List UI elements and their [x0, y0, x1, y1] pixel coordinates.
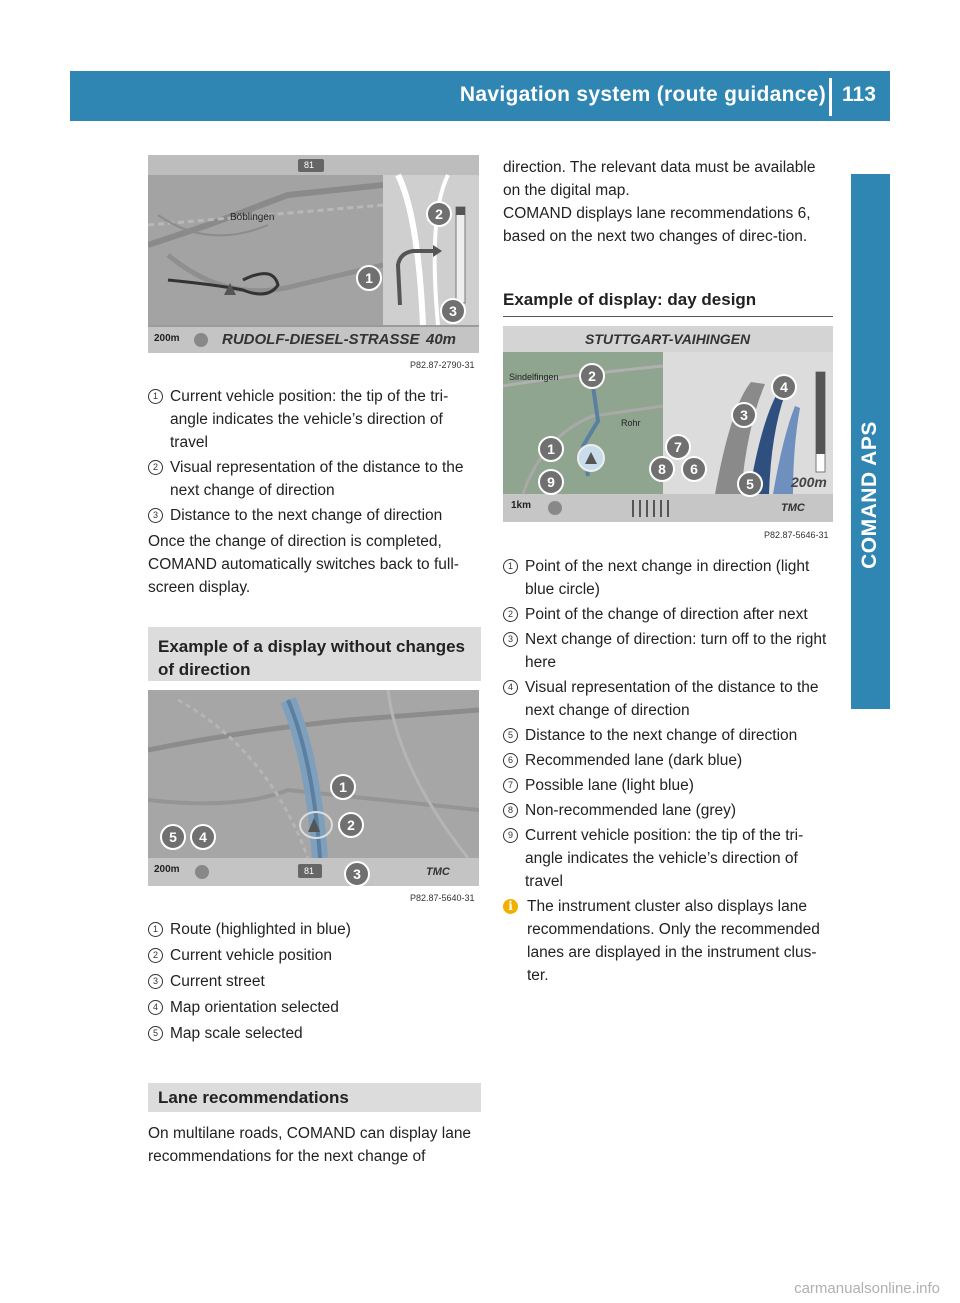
- paragraph-lane-recommendations: COMAND displays lane recommendations 6, based on the next two changes of direc-tion.: [503, 205, 811, 245]
- figure-code: P82.87-2790-31: [410, 360, 475, 370]
- paragraph-completion: Once the change of direction is completed, COMAND automatically switches back to full-screen display.: [148, 533, 459, 596]
- legend-item: 8 Non-recommended lane (grey): [503, 799, 836, 822]
- legend-item: 9 Current vehicle position: the tip of the tri-angle indicates the vehicle’s direction of travel: [503, 824, 836, 893]
- road-sign: 81: [304, 866, 315, 876]
- map-scale: 1km: [511, 500, 532, 511]
- legend-item: 1 Route (highlighted in blue): [148, 918, 481, 941]
- legend-list-1: [148, 385, 481, 529]
- paragraph-multilane: On multilane roads, COMAND can display lane recommendations for the next change of: [148, 1125, 472, 1165]
- side-tab-label: COMAND APS: [858, 421, 881, 569]
- callout-6: 6: [681, 456, 707, 482]
- legend-item: 3 Distance to the next change of direction: [148, 504, 481, 527]
- callout-9: 9: [538, 469, 564, 495]
- callout-3: 3: [344, 861, 370, 886]
- tmc-logo: TMC: [426, 866, 450, 878]
- callout-1: 1: [356, 265, 382, 291]
- callout-7: 7: [665, 434, 691, 460]
- legend-item: 5 Map scale selected: [148, 1022, 481, 1045]
- figure-full-map: [148, 690, 479, 886]
- info-note: The instrument cluster also displays lane recommendations. Only the recommended lanes are displayed in the instrument clus-ter.: [527, 898, 820, 984]
- footer-watermark: carmanualsonline.info: [794, 1280, 940, 1297]
- legend-list-2: [148, 918, 481, 1048]
- tmc-logo: TMC: [781, 502, 805, 514]
- callout-5: 5: [160, 824, 186, 850]
- figure-code: P82.87-5640-31: [410, 893, 475, 903]
- info-icon: i: [503, 899, 518, 914]
- current-street: RUDOLF-DIESEL-STRASSE: [222, 331, 420, 348]
- map-place-label: Sindelfingen: [509, 372, 559, 382]
- callout-1: 1: [538, 436, 564, 462]
- map-scale: 200m: [154, 864, 180, 875]
- callout-2: 2: [338, 812, 364, 838]
- map-graphic: [148, 155, 479, 353]
- legend-item: 3 Next change of direction: turn off to the right here: [503, 628, 836, 674]
- map-scale: 200m: [154, 333, 180, 344]
- page-header-title: Navigation system (route guidance): [459, 83, 826, 106]
- callout-3: 3: [440, 298, 466, 324]
- legend-item: 1 Point of the next change in direction (light blue circle): [503, 555, 836, 601]
- road-sign: 81: [304, 160, 315, 170]
- legend-item: 5 Distance to the next change of direction: [503, 724, 836, 747]
- callout-8: 8: [649, 456, 675, 482]
- callout-2: 2: [426, 201, 452, 227]
- legend-item: 3 Current street: [148, 970, 481, 993]
- callout-5: 5: [737, 471, 763, 497]
- subsection-heading: Example of display: day design: [503, 290, 833, 317]
- header-separator: [829, 78, 832, 116]
- figure-split-map: [148, 155, 479, 353]
- callout-1: 1: [330, 774, 356, 800]
- legend-item: 4 Map orientation selected: [148, 996, 481, 1019]
- map-place-label: Rohr: [621, 418, 641, 428]
- legend-item: 2 Visual representation of the distance to the next change of direction: [148, 456, 481, 502]
- legend-item: 2 Point of the change of direction after next: [503, 603, 836, 626]
- section-heading: Lane recommendations: [148, 1083, 481, 1112]
- legend-item: 4 Visual representation of the distance to the next change of direction: [503, 676, 836, 722]
- map-place-label: Böblingen: [230, 212, 275, 223]
- legend-item: 2 Current vehicle position: [148, 944, 481, 967]
- map-title: STUTTGART-VAIHINGEN: [585, 331, 751, 347]
- legend-item: 6 Recommended lane (dark blue): [503, 749, 836, 772]
- legend-item: 7 Possible lane (light blue): [503, 774, 836, 797]
- callout-3: 3: [731, 402, 757, 428]
- section-heading: Example of a display without changes of direction: [148, 627, 481, 681]
- figure-code: P82.87-5646-31: [764, 530, 829, 540]
- legend-list-3: [503, 555, 836, 895]
- distance-to-turn: 200m: [791, 474, 827, 490]
- figure-lane-display: [503, 326, 833, 522]
- page-number: 113: [842, 83, 876, 106]
- callout-4: 4: [771, 374, 797, 400]
- legend-item: 1 Current vehicle position: the tip of the tri-angle indicates the vehicle’s direction of travel: [148, 385, 481, 454]
- callout-2: 2: [579, 363, 605, 389]
- callout-4: 4: [190, 824, 216, 850]
- map-graphic: [148, 690, 479, 886]
- distance-to-turn: 40m: [426, 331, 457, 348]
- paragraph-map-data: direction. The relevant data must be available on the digital map.: [503, 159, 816, 199]
